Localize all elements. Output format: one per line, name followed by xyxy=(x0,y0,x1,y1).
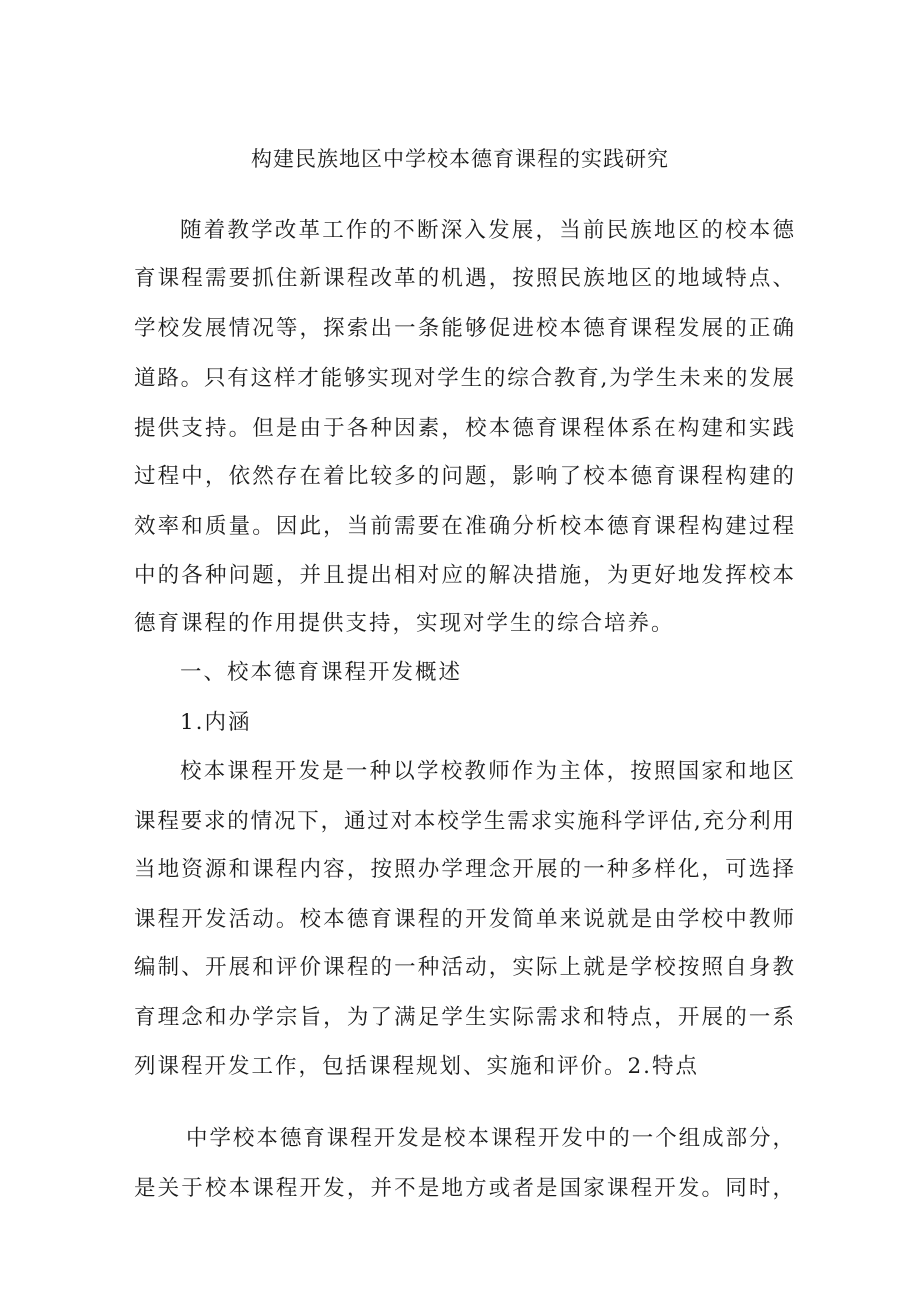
intro-line-4: 道路。只有这样才能够实现对学生的综合教育,为学生未来的发展 xyxy=(134,366,794,391)
traits-line-1: 中学校本德育课程开发是校本课程开发中的一个组成部分， xyxy=(186,1126,794,1151)
intro-line-8: 中的各种问题，并且提出相对应的解决措施，为更好地发挥校本 xyxy=(134,563,794,588)
intro-line-9: 德育课程的作用提供支持，实现对学生的综合培养。 xyxy=(134,611,675,636)
content-line-3: 当地资源和课程内容，按照办学理念开展的一种多样化，可选择 xyxy=(134,857,794,882)
content-line-6: 育理念和办学宗旨，为了满足学生实际需求和特点，开展的一系 xyxy=(134,1005,794,1030)
intro-line-7: 效率和质量。因此，当前需要在准确分析校本德育课程构建过程 xyxy=(134,514,794,539)
subheading-connotation: 1.内涵 xyxy=(180,710,252,735)
section-heading: 一、校本德育课程开发概述 xyxy=(180,660,463,685)
traits-line-2: 是关于校本课程开发，并不是地方或者是国家课程开发。同时， xyxy=(134,1176,794,1201)
intro-line-5: 提供支持。但是由于各种因素，校本德育课程体系在构建和实践 xyxy=(134,416,794,441)
content-line-2: 课程要求的情况下，通过对本校学生需求实施科学评估,充分利用 xyxy=(134,809,794,834)
intro-line-6: 过程中，依然存在着比较多的问题，影响了校本德育课程构建的 xyxy=(134,464,794,489)
intro-line-2: 育课程需要抓住新课程改革的机遇，按照民族地区的地域特点、 xyxy=(134,266,794,291)
content-line-4: 课程开发活动。校本德育课程的开发简单来说就是由学校中教师 xyxy=(134,907,794,932)
content-line-7: 列课程开发工作，包括课程规划、实施和评价。2.特点 xyxy=(134,1054,700,1079)
document-title: 构建民族地区中学校本德育课程的实践研究 xyxy=(251,147,669,171)
intro-line-1: 随着教学改革工作的不断深入发展，当前民族地区的校本德 xyxy=(180,218,794,243)
intro-line-3: 学校发展情况等，探索出一条能够促进校本德育课程发展的正确 xyxy=(134,316,794,341)
content-line-1: 校本课程开发是一种以学校教师作为主体，按照国家和地区 xyxy=(180,759,794,784)
content-line-5: 编制、开展和评价课程的一种活动，实际上就是学校按照自身教 xyxy=(134,955,794,980)
